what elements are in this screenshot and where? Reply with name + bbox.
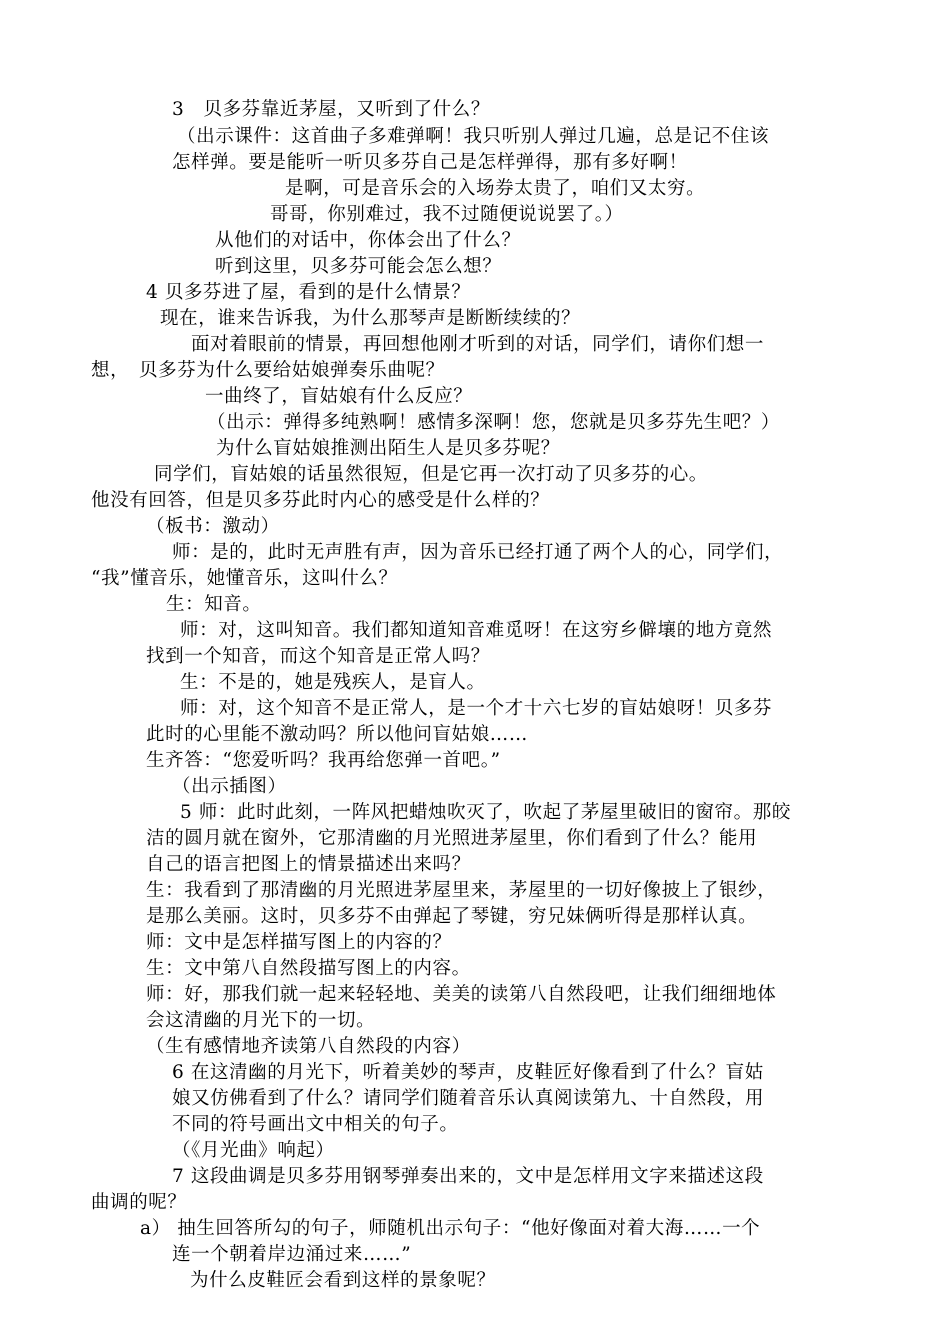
paragraph-line: 他没有回答，但是贝多芬此时内心的感受是什么样的？: [91, 490, 550, 511]
music-note: （《月光曲》响起）: [172, 1140, 335, 1161]
dialogue-line: “我”懂音乐，她懂音乐，这叫什么？: [91, 568, 398, 589]
dialogue-line: 师：对，这个知音不是正常人，是一个才十六七岁的盲姑娘呀！贝多芬: [180, 698, 773, 719]
question-6: 6 在这清幽的月光下，听着美妙的琴声，皮鞋匠好像看到了什么？盲姑: [172, 1062, 764, 1083]
paragraph-line: 同学们，盲姑娘的话虽然很短，但是它再一次打动了贝多芬的心。: [154, 464, 708, 485]
dialogue-line: 师：是的，此时无声胜有声，因为音乐已经打通了两个人的心，同学们，: [172, 542, 784, 563]
paragraph-line: 为什么盲姑娘推测出陌生人是贝多芬呢？: [216, 438, 560, 459]
blackboard-note: （板书：激动）: [146, 516, 280, 537]
question-5: 5 师：此时此刻，一阵风把蜡烛吹灭了，吹起了茅屋里破旧的窗帘。那皎: [180, 802, 791, 823]
dialogue-line: 是那么美丽。这时，贝多芬不由弹起了琴键，穷兄妹俩听得是那样认真。: [146, 906, 758, 927]
paragraph-line: 现在，谁来告诉我，为什么那琴声是断断续续的？: [160, 308, 581, 329]
dialogue-line: 洁的圆月就在窗外，它那清幽的月光照进茅屋里，你们看到了什么？能用: [146, 828, 758, 849]
courseware-line-2: 怎样弹。要是能听一听贝多芬自己是怎样弹得，那有多好啊！: [172, 152, 688, 173]
dialogue-line: 自己的语言把图上的情景描述出来吗？: [146, 854, 471, 875]
courseware-line-1: （出示课件：这首曲子多难弹啊！我只听别人弹过几遍，总是记不住该: [177, 126, 770, 147]
paragraph-line: 曲调的呢？: [91, 1192, 187, 1213]
courseware-line-3: 是啊，可是音乐会的入场券太贵了，咱们又太穷。: [285, 178, 706, 199]
list-item-a: a） 抽生回答所勾的句子，师随机出示句子：“他好像面对着大海……一个: [140, 1218, 761, 1239]
paragraph-line: 想， 贝多芬为什么要给姑娘弹奏乐曲呢？: [91, 360, 445, 381]
question-3: 3 贝多芬靠近茅屋，又听到了什么？: [172, 99, 490, 120]
illustration-note: （出示插图）: [172, 776, 287, 797]
dialogue-line: 师：对，这叫知音。我们都知道知音难觅呀！在这穷乡僻壤的地方竟然: [180, 620, 773, 641]
dialogue-line: 生：文中第八自然段描写图上的内容。: [146, 958, 471, 979]
dialogue-line: 会这清幽的月光下的一切。: [146, 1010, 376, 1031]
reading-note: （生有感情地齐读第八自然段的内容）: [146, 1036, 471, 1057]
dialogue-line: 生：知音。: [166, 594, 262, 615]
dialogue-line: 生齐答：“您爱听吗？我再给您弹一首吧。”: [146, 750, 501, 771]
paragraph-line: （出示：弹得多纯熟啊！感情多深啊！您，您就是贝多芬先生吧？）: [207, 412, 781, 433]
paragraph-line: 为什么皮鞋匠会看到这样的景象呢？: [190, 1270, 496, 1291]
dialogue-line: 师：好，那我们就一起来轻轻地、美美的读第八自然段吧，让我们细细地体: [146, 984, 777, 1005]
paragraph-line: 听到这里，贝多芬可能会怎么想？: [215, 256, 502, 277]
paragraph-line: 一曲终了，盲姑娘有什么反应？: [205, 386, 473, 407]
paragraph-line: 连一个朝着岸边涌过来……”: [172, 1244, 412, 1265]
paragraph-line: 从他们的对话中，你体会出了什么？: [215, 230, 521, 251]
dialogue-line: 生：不是的，她是残疾人，是盲人。: [180, 672, 486, 693]
dialogue-line: 师：文中是怎样描写图上的内容的？: [146, 932, 452, 953]
dialogue-line: 此时的心里能不激动吗？所以他问盲姑娘……: [146, 724, 529, 745]
dialogue-line: 生：我看到了那清幽的月光照进茅屋里来，茅屋里的一切好像披上了银纱，: [146, 880, 777, 901]
question-7: 7 这段曲调是贝多芬用钢琴弹奏出来的，文中是怎样用文字来描述这段: [172, 1166, 764, 1187]
dialogue-line: 找到一个知音，而这个知音是正常人吗？: [146, 646, 490, 667]
courseware-line-4: 哥哥，你别难过，我不过随便说说罢了。）: [270, 204, 624, 225]
paragraph-line: 面对着眼前的情景，再回想他刚才听到的对话，同学们，请你们想一: [191, 334, 765, 355]
question-4: 4 贝多芬进了屋，看到的是什么情景？: [146, 282, 471, 303]
paragraph-line: 不同的符号画出文中相关的句子。: [172, 1114, 459, 1135]
paragraph-line: 娘又仿佛看到了什么？请同学们随着音乐认真阅读第九、十自然段，用: [172, 1088, 765, 1109]
